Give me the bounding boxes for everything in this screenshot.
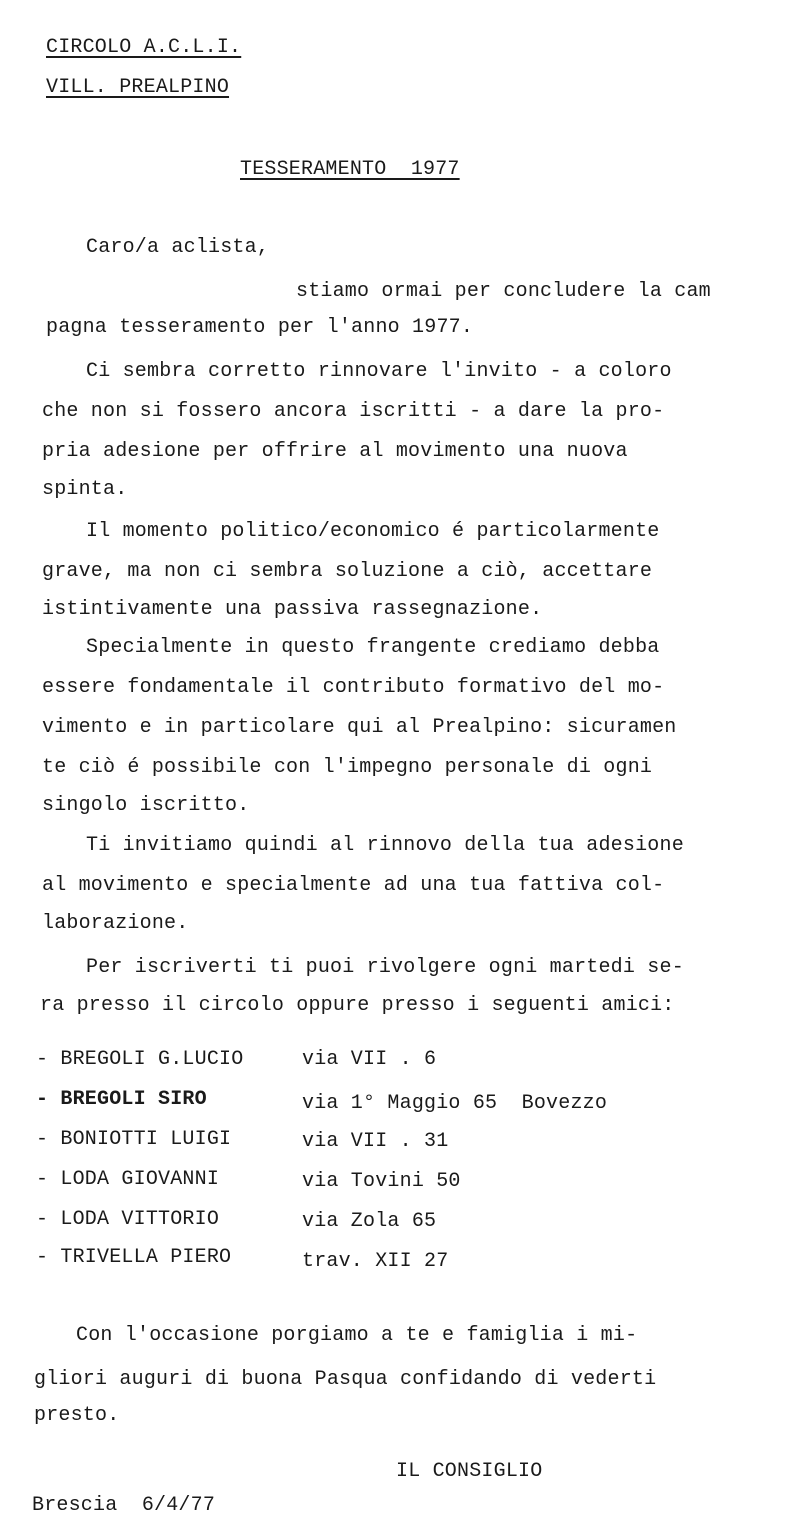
- paragraph-line: Specialmente in questo frangente crediamo debba: [86, 636, 660, 659]
- org-location: VILL. PREALPINO: [46, 76, 230, 99]
- contact-name: - BREGOLI G.LUCIO: [36, 1048, 244, 1071]
- place-date: Brescia 6/4/77: [32, 1494, 216, 1517]
- paragraph-line: Per iscriverti ti puoi rivolgere ogni martedi se-: [86, 956, 684, 979]
- paragraph-line: pagna tesseramento per l'anno 1977.: [46, 316, 474, 339]
- contact-name: - TRIVELLA PIERO: [36, 1246, 232, 1269]
- org-name: CIRCOLO A.C.L.I.: [46, 36, 242, 59]
- paragraph-line: grave, ma non ci sembra soluzione a ciò, accettare: [42, 560, 653, 583]
- paragraph-line: ra presso il circolo oppure presso i seguenti amici:: [40, 994, 675, 1017]
- paragraph-line: Il momento politico/economico é particolarmente: [86, 520, 660, 543]
- greeting: Caro/a aclista,: [86, 236, 270, 259]
- contact-address: via VII . 6: [302, 1048, 437, 1071]
- contact-address: trav. XII 27: [302, 1250, 449, 1273]
- contact-address: via Tovini 50: [302, 1170, 461, 1193]
- paragraph-line: laborazione.: [42, 912, 189, 935]
- contact-name: - LODA VITTORIO: [36, 1208, 220, 1231]
- contact-address: via Zola 65: [302, 1210, 437, 1233]
- paragraph-line: Ci sembra corretto rinnovare l'invito - a coloro: [86, 360, 672, 383]
- paragraph-line: vimento e in particolare qui al Prealpino: sicuramen: [42, 716, 677, 739]
- paragraph-line: stiamo ormai per concludere la cam: [296, 280, 711, 303]
- contact-name: - BONIOTTI LUIGI: [36, 1128, 232, 1151]
- paragraph-line: al movimento e specialmente ad una tua fattiva col-: [42, 874, 665, 897]
- closing-line: gliori auguri di buona Pasqua confidando di vederti: [34, 1368, 657, 1391]
- signature: IL CONSIGLIO: [396, 1460, 543, 1483]
- contact-name: - BREGOLI SIRO: [36, 1088, 207, 1111]
- contact-address: via VII . 31: [302, 1130, 449, 1153]
- closing-line: presto.: [34, 1404, 120, 1427]
- paragraph-line: essere fondamentale il contributo formativo del mo-: [42, 676, 665, 699]
- page-title: TESSERAMENTO 1977: [240, 158, 460, 181]
- closing-line: Con l'occasione porgiamo a te e famiglia i mi-: [76, 1324, 638, 1347]
- paragraph-line: che non si fossero ancora iscritti - a dare la pro-: [42, 400, 665, 423]
- paragraph-line: Ti invitiamo quindi al rinnovo della tua adesione: [86, 834, 684, 857]
- paragraph-line: pria adesione per offrire al movimento una nuova: [42, 440, 628, 463]
- paragraph-line: te ciò é possibile con l'impegno personale di ogni: [42, 756, 653, 779]
- contact-name: - LODA GIOVANNI: [36, 1168, 220, 1191]
- paragraph-line: spinta.: [42, 478, 128, 501]
- paragraph-line: istintivamente una passiva rassegnazione.: [42, 598, 543, 621]
- paragraph-line: singolo iscritto.: [42, 794, 250, 817]
- contact-address: via 1° Maggio 65 Bovezzo: [302, 1092, 608, 1115]
